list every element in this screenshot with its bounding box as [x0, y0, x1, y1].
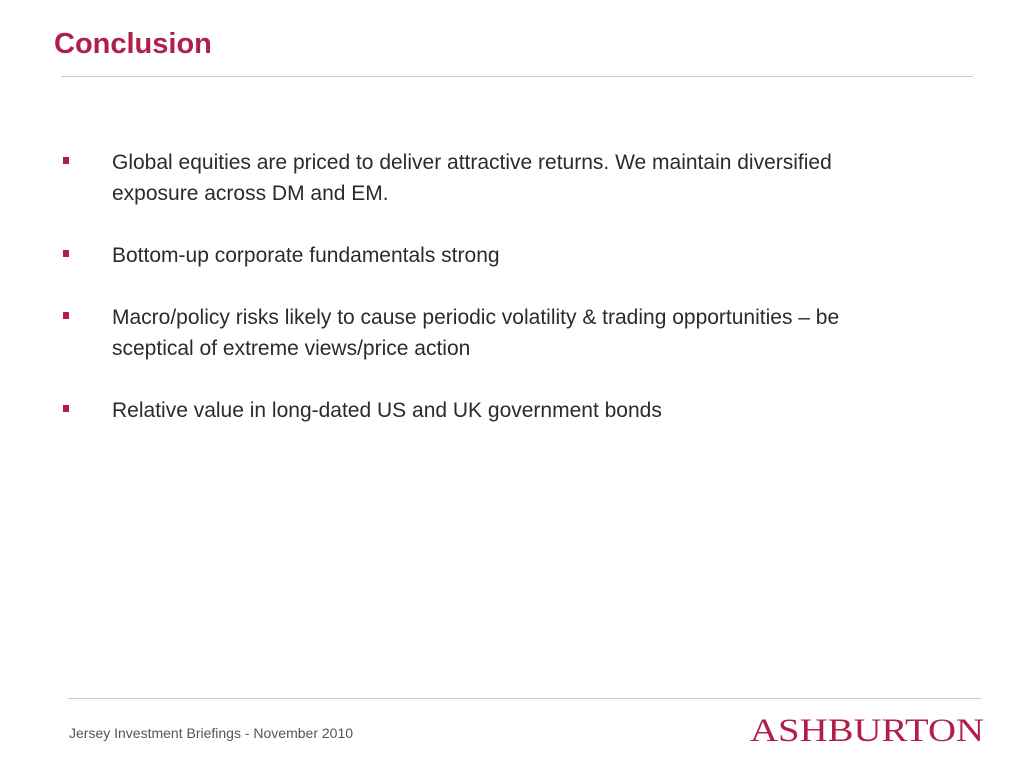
bullet-item — [60, 395, 920, 426]
bullet-square-icon — [63, 312, 69, 319]
footer-divider — [68, 698, 981, 699]
bullet-square-icon — [63, 157, 69, 164]
bullet-square-icon — [63, 250, 69, 257]
footer-text: Jersey Investment Briefings - November 2010 — [69, 725, 354, 741]
title-divider — [61, 76, 973, 77]
bullet-text: Global equities are priced to deliver attractive returns. We maintain diversified exposure across DM and EM. — [112, 151, 832, 205]
bullet-item — [60, 240, 920, 271]
ashburton-logo — [748, 708, 988, 750]
slide-title: Conclusion — [54, 28, 212, 60]
bullet-item — [60, 302, 920, 364]
bullet-text: Relative value in long-dated US and UK government bonds — [112, 399, 662, 422]
bullet-item — [60, 147, 920, 209]
bullet-list — [60, 147, 920, 426]
bullet-square-icon — [63, 405, 69, 412]
logo-wordmark: ASHBURTON — [750, 713, 985, 749]
bullet-text: Bottom-up corporate fundamentals strong — [112, 244, 500, 267]
bullet-text: Macro/policy risks likely to cause periodic volatility & trading opportunities – be sceptical of extreme views/price action — [112, 306, 840, 360]
